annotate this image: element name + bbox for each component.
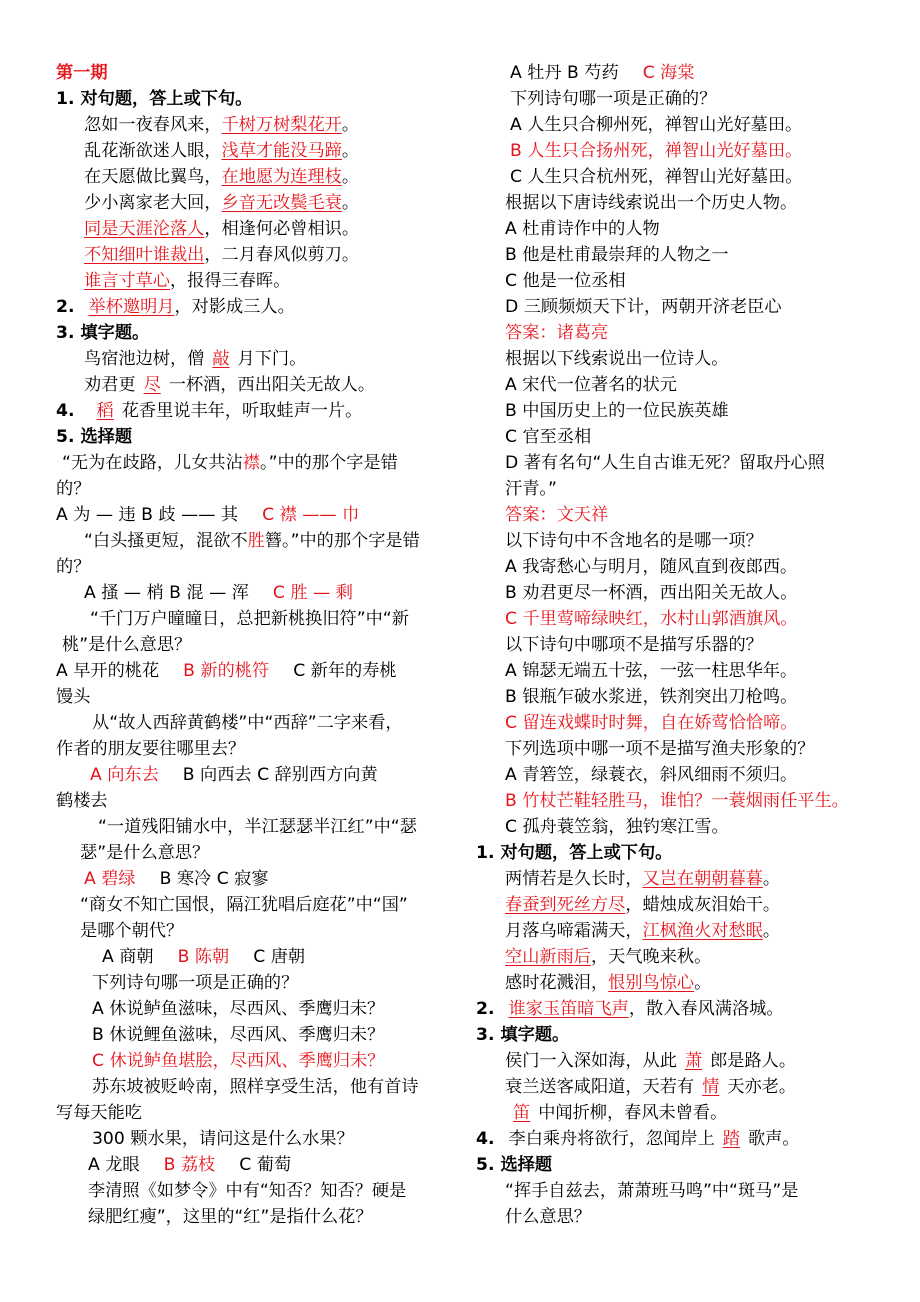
line-text: A 锦瑟无端五十弦，一弦一柱思华年。 bbox=[505, 661, 798, 681]
line-text: 绿肥红瘦”，这里的“红”是指什么花？ bbox=[88, 1207, 373, 1227]
line-text: A 为 — 违 B 歧 —— 其 bbox=[56, 505, 239, 525]
line-text: C 人生只合杭州死，禅智山光好墓田。 bbox=[510, 167, 803, 187]
line-text: 1. 对句题，答上或下句。 bbox=[476, 843, 673, 863]
answer-text: 恨别鸟惊心 bbox=[608, 973, 695, 993]
answer-text: 乡音无改鬓毛衰 bbox=[221, 193, 342, 213]
line-text: A 我寄愁心与明月，随风直到夜郎西。 bbox=[505, 557, 798, 577]
line-text-tail: 簪。”中的那个字是错 bbox=[264, 531, 420, 551]
line-text: A 宋代一位著名的状元 bbox=[505, 375, 677, 395]
left-line bbox=[92, 972, 298, 994]
line-text: 下列诗句哪一项是正确的？ bbox=[92, 973, 299, 993]
line-text-tail: ，对影成三人。 bbox=[174, 297, 295, 317]
right-line bbox=[505, 530, 763, 552]
left-line bbox=[102, 946, 305, 968]
line-text: C 官至丞相 bbox=[505, 427, 592, 447]
line-text-tail: 。 bbox=[341, 141, 360, 161]
left-line bbox=[88, 1154, 291, 1176]
line-text: “挥手自兹去，萧萧班马鸣”中“斑马”是 bbox=[505, 1181, 799, 1201]
line-text: A 杜甫诗作中的人物 bbox=[505, 219, 660, 239]
left-line bbox=[88, 1180, 406, 1202]
line-text: 5. bbox=[56, 427, 81, 447]
line-text: C 孤舟蓑笠翁，独钓寒江雪。 bbox=[505, 817, 729, 837]
right-line bbox=[510, 114, 802, 136]
right-line bbox=[505, 478, 557, 500]
line-text: 3. 填字题。 bbox=[56, 323, 150, 343]
answer-text: C 千里莺啼绿映红，水村山郭酒旗风。 bbox=[505, 609, 798, 629]
left-line bbox=[92, 1076, 419, 1098]
right-line bbox=[505, 972, 711, 994]
left-line bbox=[84, 270, 290, 292]
answer-text: A 碧绿 bbox=[84, 869, 136, 889]
left-line bbox=[56, 478, 90, 500]
line-text: B 中国历史上的一位民族英雄 bbox=[505, 401, 729, 421]
line-text: A 人生只合柳州死，禅智山光好墓田。 bbox=[510, 115, 803, 135]
line-text-tail: 中闻折柳，春风未曾看。 bbox=[538, 1103, 728, 1123]
answer-text: 春蚕到死丝方尽 bbox=[505, 895, 626, 915]
line-text: 鸟宿池边树，僧 bbox=[84, 349, 205, 369]
right-line bbox=[505, 1102, 727, 1124]
answer-text: 襟 bbox=[242, 453, 260, 473]
line-text: C 他是一位丞相 bbox=[505, 271, 626, 291]
answer-text: 尽 bbox=[143, 375, 161, 395]
line-text-tail: 。 bbox=[341, 115, 360, 135]
line-text: B 劝君更尽一杯酒，西出阳关无故人。 bbox=[505, 583, 798, 603]
answer-text: 敲 bbox=[212, 349, 230, 369]
line-text: 从“故人西辞黄鹤楼”中“西辞”二字来看， bbox=[92, 713, 403, 733]
line-text: “一道残阳铺水中，半江瑟瑟半江红”中“瑟 bbox=[98, 817, 417, 837]
line-text-tail: 。 bbox=[762, 921, 781, 941]
right-line bbox=[505, 218, 660, 240]
item-number: 4. bbox=[476, 1129, 495, 1149]
line-text: 5. 选择题 bbox=[476, 1155, 553, 1175]
right-line bbox=[476, 1024, 569, 1046]
answer-text: 又岂在朝朝暮暮 bbox=[642, 869, 763, 889]
line-text: A 早开的桃花 bbox=[56, 661, 160, 681]
line-text: 300 颗水果，请问这是什么水果？ bbox=[92, 1129, 354, 1149]
line-text: A 休说鲈鱼滋味，尽西风、季鹰归未？ bbox=[92, 999, 385, 1019]
line-text: 的？ bbox=[56, 479, 91, 499]
line-text: A 商朝 bbox=[102, 947, 154, 967]
left-line bbox=[84, 244, 359, 266]
left-line bbox=[84, 166, 359, 188]
answer-text: 在地愿为连理枝 bbox=[221, 167, 342, 187]
item-number: 2. bbox=[56, 297, 75, 317]
left-line bbox=[84, 374, 375, 396]
right-line bbox=[476, 1128, 800, 1150]
right-line bbox=[505, 608, 797, 630]
left-line bbox=[92, 998, 384, 1020]
right-line bbox=[505, 764, 797, 786]
line-text: A 牡丹 B 芍药 bbox=[510, 63, 619, 83]
line-text: “商女不知亡国恨，隔江犹唱后庭花”中“国” bbox=[80, 895, 408, 915]
line-text: “白头搔更短，混欲不 bbox=[84, 531, 248, 551]
left-line bbox=[56, 322, 149, 344]
left-line bbox=[62, 634, 191, 656]
line-text-tail: 歌声。 bbox=[747, 1129, 800, 1149]
line-text: 馒头 bbox=[56, 687, 91, 707]
line-text: 鹤楼去 bbox=[56, 791, 108, 811]
left-line bbox=[92, 712, 403, 734]
line-text: A 青箬笠，绿蓑衣，斜风细雨不须归。 bbox=[505, 765, 798, 785]
line-text: 以下诗句中哪项不是描写乐器的？ bbox=[505, 635, 763, 655]
answer-text: 稻 bbox=[96, 401, 114, 421]
line-text-tail: C 唐朝 bbox=[253, 947, 306, 967]
left-line bbox=[56, 556, 90, 578]
line-text-tail: 。 bbox=[341, 167, 360, 187]
item-number: 2. bbox=[476, 999, 495, 1019]
right-line bbox=[505, 400, 729, 422]
answer-text: 答案：诸葛亮 bbox=[505, 323, 609, 343]
left-line bbox=[84, 218, 359, 240]
line-text: 瑟”是什么意思？ bbox=[80, 843, 210, 863]
line-text: B 银瓶乍破水浆迸，铁剂突出刀枪鸣。 bbox=[505, 687, 798, 707]
line-text: 李白乘舟将欲行，忽闻岸上 bbox=[508, 1129, 715, 1149]
line-text-tail: C 葡萄 bbox=[239, 1155, 292, 1175]
line-text: A 搔 — 梢 B 混 — 浑 bbox=[84, 583, 249, 603]
left-line bbox=[92, 1024, 384, 1046]
line-text: 侯门一入深如海，从此 bbox=[505, 1051, 677, 1071]
line-text-tail: ，蜡烛成灰泪始干。 bbox=[625, 895, 781, 915]
right-line bbox=[505, 920, 780, 942]
left-line bbox=[90, 608, 409, 630]
line-text: D 著有名句“人生自古谁无死？留取丹心照 bbox=[505, 453, 825, 473]
line-text: “无为在歧路，儿女共沾 bbox=[62, 453, 243, 473]
line-text-tail: 。 bbox=[694, 973, 712, 993]
left-line bbox=[88, 1206, 373, 1228]
left-line bbox=[56, 790, 108, 812]
line-text: 苏东坡被贬岭南，照样享受生活，他有首诗 bbox=[92, 1077, 419, 1097]
left-line bbox=[92, 1128, 354, 1150]
right-line bbox=[505, 296, 782, 318]
answer-text: 江枫渔火对愁眠 bbox=[642, 921, 763, 941]
line-text-tail: ，报得三春晖。 bbox=[169, 271, 291, 291]
right-line bbox=[505, 426, 591, 448]
answer-text: C 休说鲈鱼堪脍，尽西风、季鹰归未？ bbox=[92, 1051, 385, 1071]
answer-text: C 襟 —— 巾 bbox=[262, 505, 360, 525]
line-text: 什么意思？ bbox=[505, 1207, 591, 1227]
line-text: 是哪个朝代？ bbox=[80, 921, 184, 941]
left-line bbox=[80, 894, 408, 916]
line-text: 李清照《如梦令》中有“知否？知否？硬是 bbox=[88, 1181, 407, 1201]
left-line bbox=[84, 192, 359, 214]
answer-text: 胜 bbox=[247, 531, 265, 551]
right-line bbox=[505, 634, 763, 656]
right-line bbox=[505, 504, 608, 526]
line-text: 月落乌啼霜满天， bbox=[505, 921, 643, 941]
answer-text: 不知细叶谁裁出 bbox=[84, 245, 205, 265]
line-text: 劝君更 bbox=[84, 375, 136, 395]
right-line bbox=[505, 322, 608, 344]
line-text-tail: 郎是路人。 bbox=[710, 1051, 797, 1071]
line-text-tail: ，二月春风似剪刀。 bbox=[204, 245, 360, 265]
line-text: 写每天能吃 bbox=[56, 1103, 142, 1123]
line-text-tail: 天亦老。 bbox=[727, 1077, 797, 1097]
left-line bbox=[84, 348, 306, 370]
answer-text: 谁家玉笛暗飞声 bbox=[508, 999, 629, 1019]
right-line bbox=[505, 582, 797, 604]
answer-text: 萧 bbox=[684, 1051, 703, 1071]
right-line bbox=[476, 842, 672, 864]
line-text: 衰兰送客咸阳道，天若有 bbox=[505, 1077, 695, 1097]
right-line bbox=[476, 1154, 552, 1176]
left-line bbox=[56, 400, 362, 422]
line-text: 的？ bbox=[56, 557, 91, 577]
answer-text: A 向东去 bbox=[90, 765, 159, 785]
left-line bbox=[84, 530, 420, 552]
right-line bbox=[505, 790, 849, 812]
section-heading: 选择题 bbox=[80, 427, 133, 447]
line-text-tail: C 新年的寿桃 bbox=[293, 661, 397, 681]
answer-text: 浅草才能没马蹄 bbox=[221, 141, 342, 161]
right-line bbox=[505, 244, 729, 266]
answer-text: C 海棠 bbox=[642, 63, 695, 83]
left-line bbox=[56, 660, 397, 682]
left-line bbox=[56, 62, 108, 84]
answer-text: C 胜 — 剩 bbox=[272, 583, 353, 603]
right-line bbox=[505, 1076, 796, 1098]
left-line bbox=[84, 868, 269, 890]
line-text: 3. 填字题。 bbox=[476, 1025, 570, 1045]
left-line bbox=[56, 686, 90, 708]
line-text: 少小离家老大回， bbox=[84, 193, 222, 213]
right-line bbox=[505, 660, 797, 682]
line-text-tail: 。 bbox=[762, 869, 781, 889]
left-line bbox=[80, 920, 183, 942]
left-line bbox=[84, 582, 353, 604]
line-text: 在天愿做比翼鸟， bbox=[84, 167, 222, 187]
right-line bbox=[510, 88, 716, 110]
left-line bbox=[98, 816, 417, 838]
right-line bbox=[505, 1180, 798, 1202]
answer-text: B 陈朝 bbox=[177, 947, 230, 967]
right-line bbox=[505, 738, 814, 760]
line-text: “千门万户曈曈日，总把新桃换旧符”中“新 bbox=[90, 609, 409, 629]
left-line bbox=[62, 452, 398, 474]
line-text: 第一期 bbox=[56, 63, 108, 83]
line-text-tail: 。 bbox=[341, 193, 360, 213]
left-line bbox=[56, 504, 359, 526]
line-text-tail: ，散入春风满洛城。 bbox=[628, 999, 784, 1019]
line-text: 桃”是什么意思？ bbox=[62, 635, 192, 655]
left-line bbox=[92, 1050, 384, 1072]
answer-text: 空山新雨后 bbox=[505, 947, 591, 967]
line-text-tail: 。”中的那个字是错 bbox=[259, 453, 398, 473]
line-text: 感时花溅泪， bbox=[505, 973, 609, 993]
answer-text: 情 bbox=[702, 1077, 720, 1097]
line-text: A 龙眼 bbox=[88, 1155, 140, 1175]
right-line bbox=[505, 712, 797, 734]
right-line bbox=[505, 894, 780, 916]
line-text-tail: ，相逢何必曾相识。 bbox=[204, 219, 360, 239]
right-line bbox=[505, 686, 797, 708]
left-line bbox=[84, 114, 359, 136]
line-text-tail: B 寒冷 C 寂寥 bbox=[159, 869, 269, 889]
line-text: 忽如一夜春风来， bbox=[84, 115, 222, 135]
line-text: D 三顾频烦天下计，两朝开济老臣心 bbox=[505, 297, 782, 317]
left-line bbox=[56, 1102, 142, 1124]
right-line bbox=[505, 1206, 591, 1228]
line-text: 汗青。” bbox=[505, 479, 557, 499]
answer-text: B 荔枝 bbox=[163, 1155, 216, 1175]
line-text: B 他是杜甫最崇拜的人物之一 bbox=[505, 245, 729, 265]
answer-text: 踏 bbox=[722, 1129, 740, 1149]
left-line bbox=[56, 296, 295, 318]
answer-text: 答案：文天祥 bbox=[505, 505, 609, 525]
right-line bbox=[505, 374, 677, 396]
answer-text: B 人生只合扬州死，禅智山光好墓田。 bbox=[510, 141, 803, 161]
answer-text: 千树万树梨花开 bbox=[221, 115, 342, 135]
left-line bbox=[56, 88, 252, 110]
line-text: 作者的朋友要往哪里去？ bbox=[56, 739, 246, 759]
left-line bbox=[56, 738, 245, 760]
left-line bbox=[90, 764, 378, 786]
answer-text: 谁言寸草心 bbox=[84, 271, 170, 291]
answer-text: C 留连戏蝶时时舞，自在娇莺恰恰啼。 bbox=[505, 713, 798, 733]
left-line bbox=[56, 426, 132, 448]
right-line bbox=[505, 270, 626, 292]
right-line bbox=[510, 140, 802, 162]
right-line bbox=[505, 556, 797, 578]
answer-text: B 新的桃符 bbox=[183, 661, 270, 681]
left-line bbox=[84, 140, 359, 162]
line-text-tail: 花香里说丰年，听取蛙声一片。 bbox=[121, 401, 363, 421]
right-line bbox=[505, 1050, 796, 1072]
right-line bbox=[505, 452, 825, 474]
line-text: 以下诗句中不含地名的是哪一项？ bbox=[505, 531, 763, 551]
answer-text: B 竹杖芒鞋轻胜马，谁怕？一蓑烟雨任平生。 bbox=[505, 791, 849, 811]
line-text: 下列诗句哪一项是正确的？ bbox=[510, 89, 717, 109]
line-text: 下列选项中哪一项不是描写渔夫形象的？ bbox=[505, 739, 815, 759]
line-text: 根据以下唐诗线索说出一个历史人物。 bbox=[505, 193, 798, 213]
right-line bbox=[505, 868, 780, 890]
line-text: 两情若是久长时， bbox=[505, 869, 643, 889]
right-line bbox=[505, 192, 797, 214]
answer-text: 同是天涯沦落人 bbox=[84, 219, 205, 239]
right-line bbox=[505, 348, 728, 370]
line-text: B 休说鲤鱼滋味，尽西风、季鹰归未？ bbox=[92, 1025, 385, 1045]
line-text-tail: 一杯酒，西出阳关无故人。 bbox=[168, 375, 376, 395]
line-text: 根据以下线索说出一位诗人。 bbox=[505, 349, 729, 369]
right-line bbox=[510, 62, 695, 84]
item-number: 4. bbox=[56, 401, 75, 421]
line-text-tail: 月下门。 bbox=[237, 349, 307, 369]
answer-text: 举杯邀明月 bbox=[88, 297, 175, 317]
answer-text: 笛 bbox=[513, 1103, 531, 1123]
right-line bbox=[510, 166, 802, 188]
left-line bbox=[80, 842, 209, 864]
line-text-tail: B 向西去 C 辞别西方向黄 bbox=[182, 765, 378, 785]
line-text: 1. 对句题，答上或下句。 bbox=[56, 89, 253, 109]
line-text: 乱花渐欲迷人眼， bbox=[84, 141, 222, 161]
right-line bbox=[476, 998, 784, 1020]
line-text-tail: ，天气晚来秋。 bbox=[590, 947, 712, 967]
right-line bbox=[505, 946, 711, 968]
right-line bbox=[505, 816, 729, 838]
